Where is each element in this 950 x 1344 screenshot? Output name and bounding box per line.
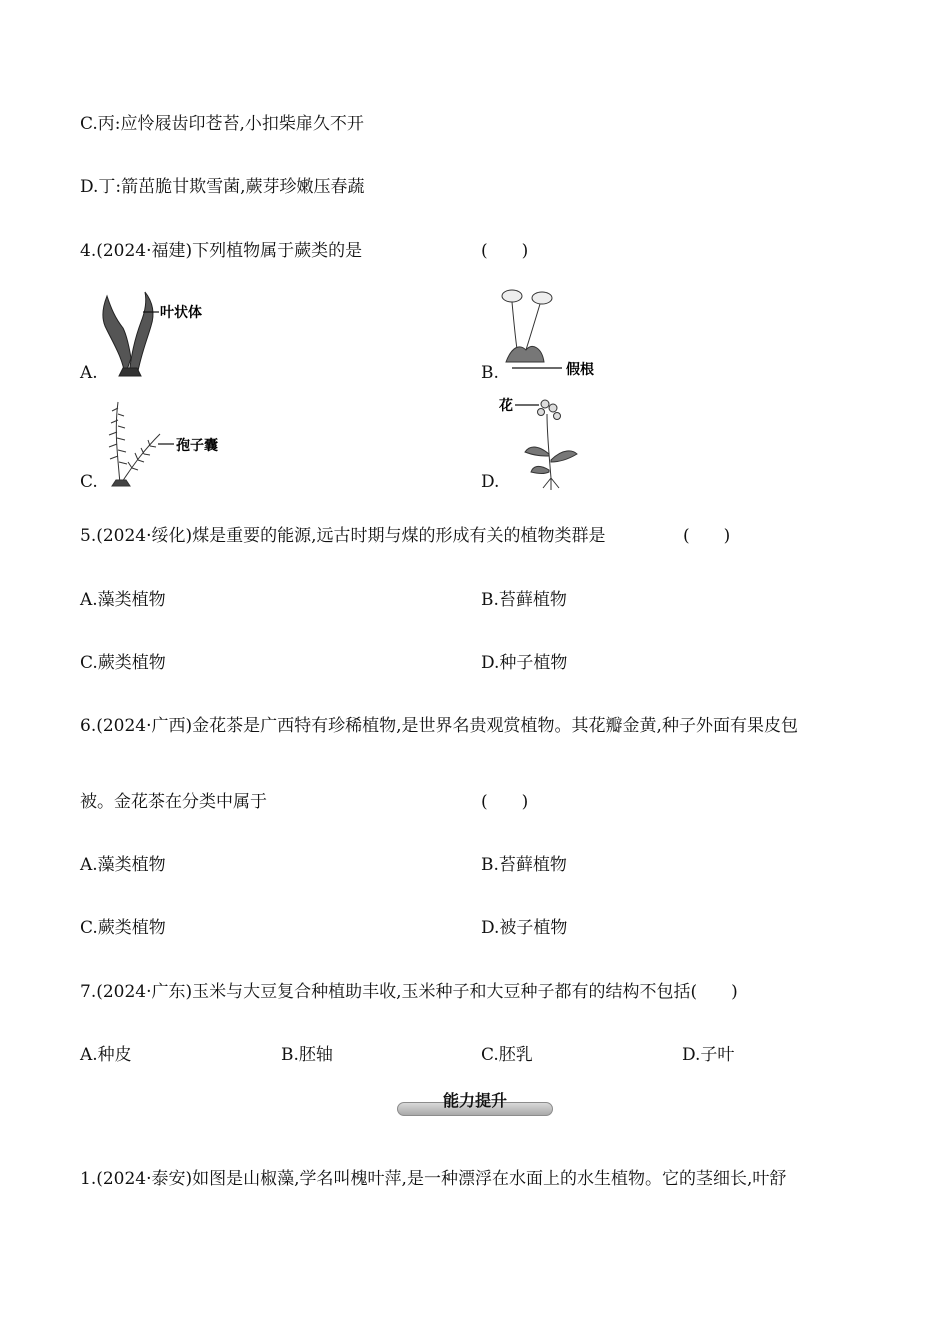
q4-option-c: C. [80,472,98,492]
q3-option-c: C.丙:应怜屐齿印苍苔,小扣柴扉久不开 [80,114,364,134]
q5-option-b: B.苔藓植物 [481,590,567,610]
q4-figure-c-fern [98,398,233,490]
q4-figure-d-flower [497,394,597,492]
q6-stem-line-2: 被。金花茶在分类中属于 [80,792,267,812]
q6-option-d: D.被子植物 [481,918,568,938]
q4-option-d: D. [481,472,500,492]
fern-plant [109,402,160,486]
flowering-plant [525,400,577,490]
q4-figure-a-algae [95,288,225,380]
q7-option-a: A.种皮 [80,1045,132,1065]
q5-option-d: D.种子植物 [481,653,568,673]
q4-label-c: 孢子囊 [176,438,218,454]
q4-stem: 4.(2024·福建)下列植物属于蕨类的是 [80,241,363,261]
q4-label-d: 花 [499,398,513,414]
q4-option-b: B. [481,363,499,383]
q4-answer-paren: ( ) [481,241,529,261]
q4-label-b: 假根 [566,362,594,378]
section-banner [397,1090,553,1116]
section-title: 能力提升 [442,1091,507,1110]
p1-stem: 1.(2024·泰安)如图是山椒藻,学名叫槐叶萍,是一种漂浮在水面上的水生植物。它的茎细长,叶舒 [80,1169,787,1189]
q6-option-b: B.苔藓植物 [481,855,567,875]
q4-label-a: 叶状体 [160,305,202,321]
q5-stem: 5.(2024·绥化)煤是重要的能源,远古时期与煤的形成有关的植物类群是 [80,526,606,546]
q7-option-c: C.胚乳 [481,1045,533,1065]
q6-stem-line-1: 6.(2024·广西)金花茶是广西特有珍稀植物,是世界名贵观赏植物。其花瓣金黄,种子外面有果皮包 [80,716,798,736]
q5-option-a: A.藻类植物 [80,590,166,610]
algae-plant [103,292,153,376]
q4-figure-b-moss [498,284,608,380]
q6-answer-paren: ( ) [481,792,529,812]
q3-option-d: D.丁:箭茁脆甘欺雪菌,蕨芽珍嫩压春蔬 [80,177,365,197]
q4-option-a: A. [80,363,98,383]
q5-option-c: C.蕨类植物 [80,653,166,673]
moss-plant [502,290,552,362]
q7-option-d: D.子叶 [682,1045,735,1065]
q7-option-b: B.胚轴 [281,1045,333,1065]
q6-option-a: A.藻类植物 [80,855,166,875]
q7-stem: 7.(2024·广东)玉米与大豆复合种植助丰收,玉米种子和大豆种子都有的结构不包括( ) [80,982,738,1002]
q5-answer-paren: ( ) [683,526,731,546]
q6-option-c: C.蕨类植物 [80,918,166,938]
